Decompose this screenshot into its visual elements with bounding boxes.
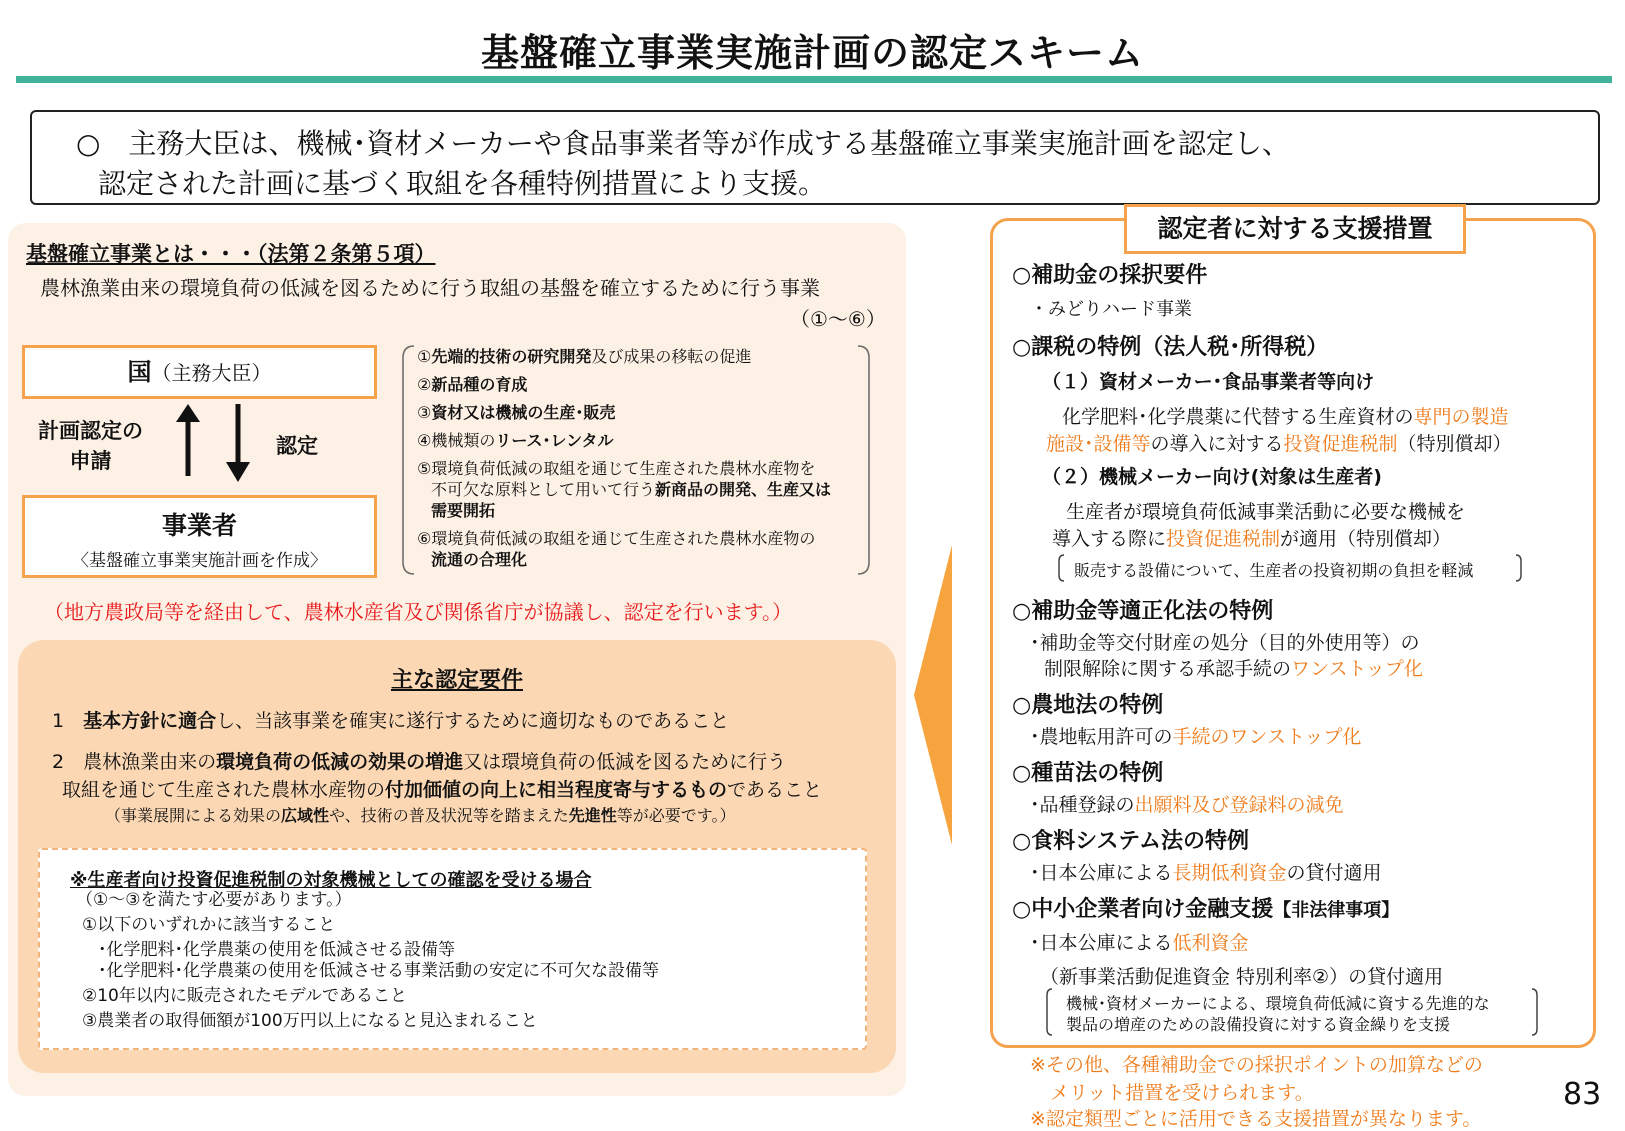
government-label: 国: [127, 358, 152, 386]
business-item: [431, 547, 527, 570]
support-highlight: 手続のワンストップ化: [1172, 726, 1362, 748]
support-text-part: ･日本公庫による: [1030, 932, 1173, 954]
support-heading-tax: ○課税の特例（法人税･所得税）: [1012, 335, 1329, 360]
business-item-text: ②: [417, 375, 432, 394]
req-note-2: 広域性: [281, 806, 330, 825]
page-title: 基盤確立事業実施計画の認定スキーム: [480, 31, 1144, 75]
support-text: [1044, 654, 1423, 681]
application-label-line1: 計画認定の: [38, 419, 143, 443]
support-text-part: ･日本公庫による: [1030, 862, 1173, 884]
business-item-bold: リース･レンタル: [495, 431, 614, 450]
support-text: ･補助金等交付財産の処分（目的外使用等）の: [1030, 632, 1420, 654]
tax-line: ②10年以内に販売されたモデルであること: [82, 986, 408, 1006]
support-heading-seed: ○種苗法の特例: [1012, 761, 1164, 786]
business-item-text: ④機械類の: [417, 431, 496, 450]
non-legal-tag: 【非法律事項】: [1273, 900, 1400, 921]
operator-box: [22, 495, 377, 578]
support-text: [1030, 790, 1344, 817]
support-highlight: ワンストップ化: [1291, 658, 1423, 680]
business-item-text: ①: [417, 347, 432, 366]
business-item-text: ⑥環境負荷低減の取組を通じて生産された農林水産物の: [417, 529, 816, 548]
support-subheading-2: （２）機械メーカー向け(対象は生産者): [1042, 466, 1382, 488]
requirement-2-bold-b: 環境負荷の低減の効果の増進: [216, 751, 464, 773]
footnote-1: ※その他、各種補助金での採択ポイントの加算などの: [1030, 1054, 1483, 1076]
requirement-2-num: 2: [52, 751, 65, 773]
business-item: [431, 477, 831, 500]
support-heading-text: ○中小企業者向け金融支援: [1012, 897, 1274, 922]
support-text: [1062, 402, 1509, 429]
requirement-2-line1: [52, 747, 786, 774]
support-text-part: 制限解除に関する承認手続の: [1044, 658, 1292, 680]
support-text-part: の導入に対する: [1150, 433, 1284, 455]
support-text-part: ･品種登録の: [1030, 794, 1135, 816]
support-note: 販売する設備について、生産者の投資初期の負担を軽減: [1074, 561, 1474, 580]
tax-line: ･化学肥料･化学農薬の使用を低減させる事業活動の安定に不可欠な設備等: [98, 961, 659, 981]
page-number: 83: [1563, 1077, 1602, 1112]
business-item-bold: 資材又は機械の生産･販売: [431, 403, 616, 422]
support-highlight: 投資促進税制: [1166, 528, 1281, 550]
support-text: [1030, 858, 1382, 885]
support-text: （新事業活動促進資金 特別利率②）の貸付適用: [1040, 966, 1444, 988]
requirement-2-text-f: であること: [727, 779, 823, 801]
requirement-1-text: し、当該事業を確実に遂行するために適切なものであること: [216, 710, 730, 732]
requirement-2-text-a: 農林漁業由来の: [83, 751, 217, 773]
support-heading-farmland: ○農地法の特例: [1012, 693, 1164, 718]
support-heading-subsidy-law: ○補助金等適正化法の特例: [1012, 599, 1274, 624]
definition-text: 農林漁業由来の環境負荷の低減を図るために行う取組の基盤を確立するために行う事業: [40, 276, 820, 300]
support-text-part: 化学肥料･化学農薬に代替する生産資材の: [1062, 406, 1414, 428]
support-text: [1030, 928, 1249, 955]
business-item-text: ③: [417, 403, 432, 422]
support-highlight: 低利資金: [1172, 932, 1249, 954]
req-note-5: 等が必要です。）: [616, 806, 736, 825]
business-item: [431, 498, 495, 521]
business-item: [417, 456, 815, 479]
requirement-2-text-c: 又は環境負荷の低減を図るために行う: [463, 751, 787, 773]
approval-process-note: （地方農政局等を経由して、農林水産省及び関係省庁が協議し、認定を行います。）: [44, 600, 792, 624]
support-text-part: （特別償却）: [1397, 433, 1512, 455]
arrow-down-icon: [226, 404, 250, 482]
support-text: [1030, 722, 1361, 749]
business-item-bold: 流通の合理化: [431, 550, 528, 569]
business-items-list: [410, 344, 865, 574]
footnote-3: ※認定類型ごとに活用できる支援措置が異なります。: [1030, 1108, 1482, 1130]
title-divider: [16, 76, 1612, 83]
support-text: [1052, 524, 1451, 551]
requirement-2-bold-e: 付加価値の向上に相当程度寄与するもの: [385, 779, 728, 801]
business-item: [417, 428, 614, 451]
left-pointing-arrow-icon: [912, 545, 954, 845]
support-highlight: 投資促進税制: [1283, 433, 1398, 455]
support-highlight: 長期低利資金: [1172, 862, 1287, 884]
business-item-bold: 新商品の開発、生産又は: [655, 480, 832, 499]
definition-heading: 基盤確立事業とは・・・（法第２条第５項）: [26, 242, 436, 266]
support-text: 生産者が環境負荷低減事業活動に必要な機械を: [1066, 501, 1466, 523]
req-note-4: 先進性: [568, 806, 617, 825]
government-sub: （主務大臣）: [151, 361, 272, 385]
tax-line: ･化学肥料･化学農薬の使用を低減させる設備等: [98, 940, 455, 960]
support-title: 認定者に対する支援措置: [1124, 204, 1466, 254]
tax-line: ①以下のいずれかに該当すること: [82, 915, 336, 935]
req-note-1: （事業展開による効果の: [105, 806, 282, 825]
requirement-2-note: [105, 803, 735, 826]
government-box: [22, 345, 377, 399]
support-text-part: が適用（特別償却）: [1280, 528, 1452, 550]
business-item: [417, 400, 615, 423]
requirement-2-text-d: 取組を通じて生産された農林水産物の: [62, 779, 386, 801]
operator-sub: 〈基盤確立事業実施計画を作成〉: [72, 551, 327, 571]
business-item: [417, 372, 527, 395]
business-item-bold: 先端的技術の研究開発: [431, 347, 592, 366]
support-heading-food-system: ○食料システム法の特例: [1012, 829, 1249, 854]
business-item-text: 不可欠な原料として用いて行う: [431, 480, 656, 499]
support-highlight: 施設･設備等: [1046, 433, 1151, 455]
requirements-heading: 主な認定要件: [390, 668, 523, 693]
business-item: [417, 344, 751, 367]
footnote-2: メリット措置を受けられます。: [1050, 1082, 1314, 1104]
support-text-part: ･農地転用許可の: [1030, 726, 1173, 748]
support-heading-subsidy: ○補助金の採択要件: [1012, 263, 1208, 288]
business-item-text: ⑤環境負荷低減の取組を通じて生産された農林水産物を: [417, 459, 816, 478]
support-text: [1046, 429, 1512, 456]
support-highlight: 出願料及び登録料の減免: [1134, 794, 1344, 816]
business-item-bold: 新品種の育成: [431, 375, 528, 394]
summary-line-2: 認定された計画に基づく取組を各種特例措置により支援。: [98, 167, 827, 200]
tax-line: （①～③を満たす必要があります。）: [76, 890, 352, 910]
req-note-3: や、技術の普及状況等を踏まえた: [329, 806, 569, 825]
business-item-bold: 需要開拓: [431, 501, 496, 520]
support-subheading-1: （１）資材メーカー･食品事業者等向け: [1042, 371, 1375, 393]
requirement-1: [52, 706, 729, 733]
approval-label: 認定: [276, 434, 318, 458]
support-note: 機械･資材メーカーによる、環境負荷低減に資する先進的な: [1066, 994, 1490, 1013]
requirement-1-bold: 基本方針に適合: [83, 710, 217, 732]
definition-range: （①～⑥）: [790, 307, 886, 331]
support-text: ・みどりハード事業: [1030, 299, 1192, 320]
support-note: 製品の増産のための設備投資に対する資金繰りを支援: [1066, 1015, 1451, 1034]
business-item-text: 及び成果の移転の促進: [591, 347, 752, 366]
application-label-line2: 申請: [69, 449, 112, 473]
summary-box: [30, 110, 1600, 205]
support-highlight: 専門の製造: [1413, 406, 1509, 428]
flow-arrows: [170, 404, 260, 484]
tax-confirmation-heading: ※生産者向け投資促進税制の対象機械としての確認を受ける場合: [70, 870, 592, 891]
requirement-2-line2: [62, 775, 822, 802]
application-label: [38, 416, 143, 476]
business-item: [417, 526, 815, 549]
support-heading-sme-finance: [1012, 892, 1399, 923]
tax-line: ③農業者の取得価額が100万円以上になると見込まれること: [82, 1011, 538, 1031]
requirement-1-num: 1: [52, 710, 65, 732]
summary-line-1: ○ 主務大臣は、機械･資材メーカーや食品事業者等が作成する基盤確立事業実施計画を認定し、: [76, 127, 1290, 160]
arrow-up-icon: [176, 404, 200, 476]
operator-label: 事業者: [161, 511, 237, 540]
support-text-part: の貸付適用: [1286, 862, 1382, 884]
support-text-part: 導入する際に: [1052, 528, 1167, 550]
